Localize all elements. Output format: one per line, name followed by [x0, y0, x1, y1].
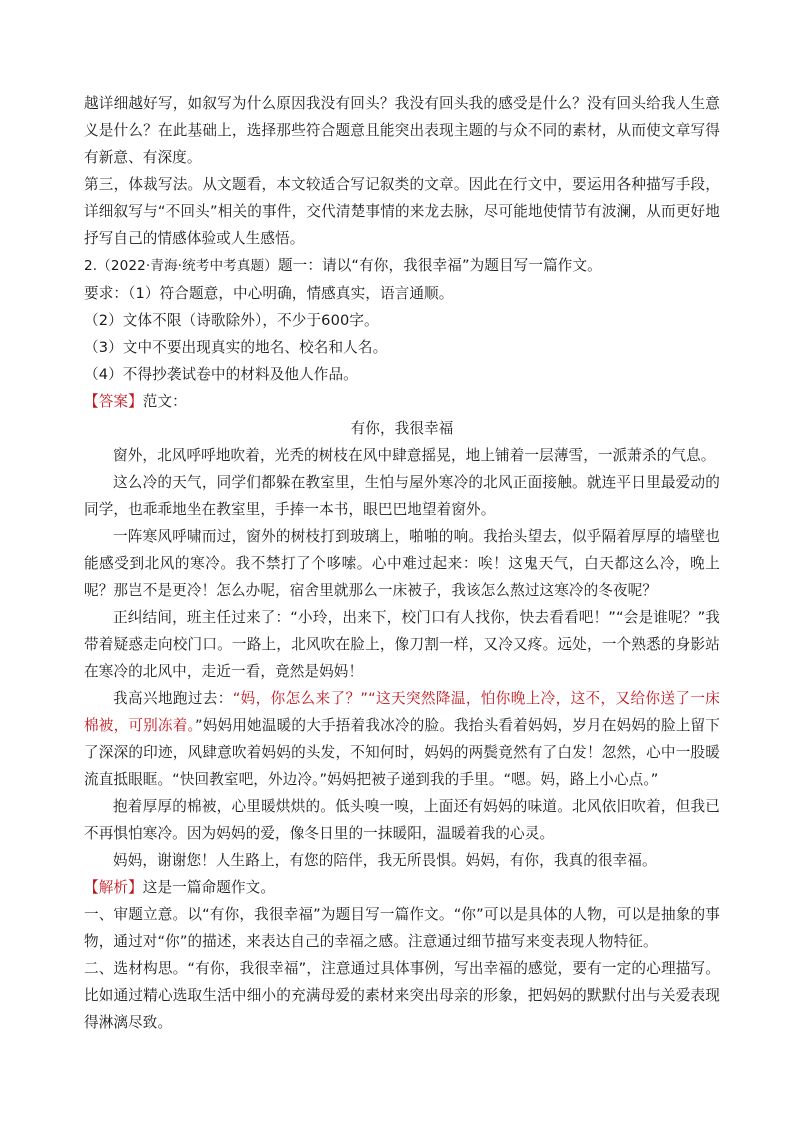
question-heading — [84, 252, 720, 280]
essay-title: 有你，我很幸福 — [350, 420, 454, 437]
essay-paragraph-5 — [84, 685, 720, 793]
essay-paragraph-5-rest: ”妈妈用她温暖的大手捂着我冰冷的脸。我抬头看着妈妈，岁月在妈妈的脸上留下了深深的印迹，风肆意吹着妈妈的头发，不知何时，妈妈的两鬓竟然有了白发！忽然，心中一股暖流直抵眼眶。“快回教室吧，外边冷。”妈妈把被子递到我的手里。“嗯。妈，路上小心点。” — [84, 717, 720, 788]
essay-paragraph-7: 妈妈，谢谢您！人生路上，有您的陪伴，我无所畏惧。妈妈，有你，我真的很幸福。 — [113, 852, 657, 869]
essay-paragraph-1: 窗外，北风呼呼地吹着，光秃的树枝在风中肆意摇晃，地上铺着一层薄雪，一派萧杀的气息。 — [113, 447, 716, 464]
essay-paragraph-3: 一阵寒风呼啸而过，窗外的树枝打到玻璃上，啪啪的响。我抬头望去，似乎隔着厚厚的墙壁也能感受到北风的寒冷。我不禁打了个哆嗦。心中难过起来：唉！这鬼天气，白天都这么冷，晚上呢？那岂不是更冷！怎么办呢，宿舍里就那么一床被子，我该怎么熬过这寒冷的冬夜呢？ — [84, 528, 720, 599]
essay-paragraph-4: 正纠结间，班主任过来了：“小玲，出来下，校门口有人找你，快去看看吧！”“会是谁呢？”我带着疑惑走向校门口。一路上，北风吹在脸上，像刀割一样，又冷又疼。远处，一个熟悉的身影站在寒冷的北风中，走近一看，竟然是妈妈！ — [84, 609, 720, 680]
essay-paragraph-5-start: 我高兴地跑过去： — [113, 690, 233, 707]
document-body — [84, 90, 720, 1036]
analysis-paragraph-1: 一、审题立意。以“有你，我很幸福”为题目写一篇作文。“你”可以是具体的人物，可以是抽象的事物，通过对“你”的描述，来表达自己的幸福之感。注意通过细节描写来变表现人物特征。 — [84, 906, 720, 950]
answer-label-after: 范文： — [142, 393, 187, 410]
essay-paragraph-6: 抱着厚厚的棉被，心里暖烘烘的。低头嗅一嗅，上面还有妈妈的味道。北风依旧吹着，但我已不再惧怕寒冷。因为妈妈的爱，像冬日里的一抹暖阳，温暖着我的心灵。 — [84, 798, 720, 842]
requirement-1: 要求：（1）符合题意，中心明确，情感真实，语言通顺。 — [84, 285, 454, 302]
analysis-label: 【解析】 — [84, 879, 143, 896]
analysis-paragraph-2: 二、选材构思。“有你，我很幸福”，注意通过具体事例，写出幸福的感觉，要有一定的心理描写。比如通过精心选取生活中细小的充满母爱的素材来突出母亲的形象，把妈妈的默默付出与关爱表现得淋漓尽致。 — [84, 960, 720, 1031]
question-prompt: 题一：请以“有你，我很幸福”为题目写一篇作文。 — [277, 257, 602, 274]
analysis-heading — [84, 874, 720, 901]
intro-paragraph-1: 越详细越好写，如叙写为什么原因我没有回头？我没有回头我的感受是什么？没有回头给我人生意义是什么？在此基础上，选择那些符合题意且能突出表现主题的与众不同的素材，从而使文章写得有新意、有深度。 — [84, 95, 720, 166]
requirement-2: （2）文体不限（诗歌除外），不少于600字。 — [84, 312, 379, 329]
answer-heading — [84, 388, 720, 415]
question-number-source: 2.（2022·青海·统考中考真题） — [84, 258, 278, 274]
intro-paragraph-2: 第三，体裁写法。从文题看，本文较适合写记叙类的文章。因此在行文中，要运用各种描写手段，详细叙写与“不回头”相关的事件，交代清楚事情的来龙去脉，尽可能地使情节有波澜，从而更好地抒写自己的情感体验或人生感悟。 — [84, 176, 720, 247]
requirement-3: （3）文中不要出现真实的地名、校名和人名。 — [84, 339, 388, 356]
essay-paragraph-5-dialogue: “妈，你怎么来了？”“这天突然降温，怕你晚上冷，这不，又给你送了一床棉被，可别冻着。 — [84, 690, 720, 734]
answer-label: 【答案】 — [84, 393, 143, 410]
requirement-4: （4）不得抄袭试卷中的材料及他人作品。 — [84, 366, 358, 383]
essay-paragraph-2: 这么冷的天气，同学们都躲在教室里，生怕与屋外寒冷的北风正面接触。就连平日里最爱动的同学，也乖乖地坐在教室里，手捧一本书，眼巴巴地望着窗外。 — [84, 474, 720, 518]
analysis-label-after: 这是一篇命题作文。 — [142, 879, 276, 896]
